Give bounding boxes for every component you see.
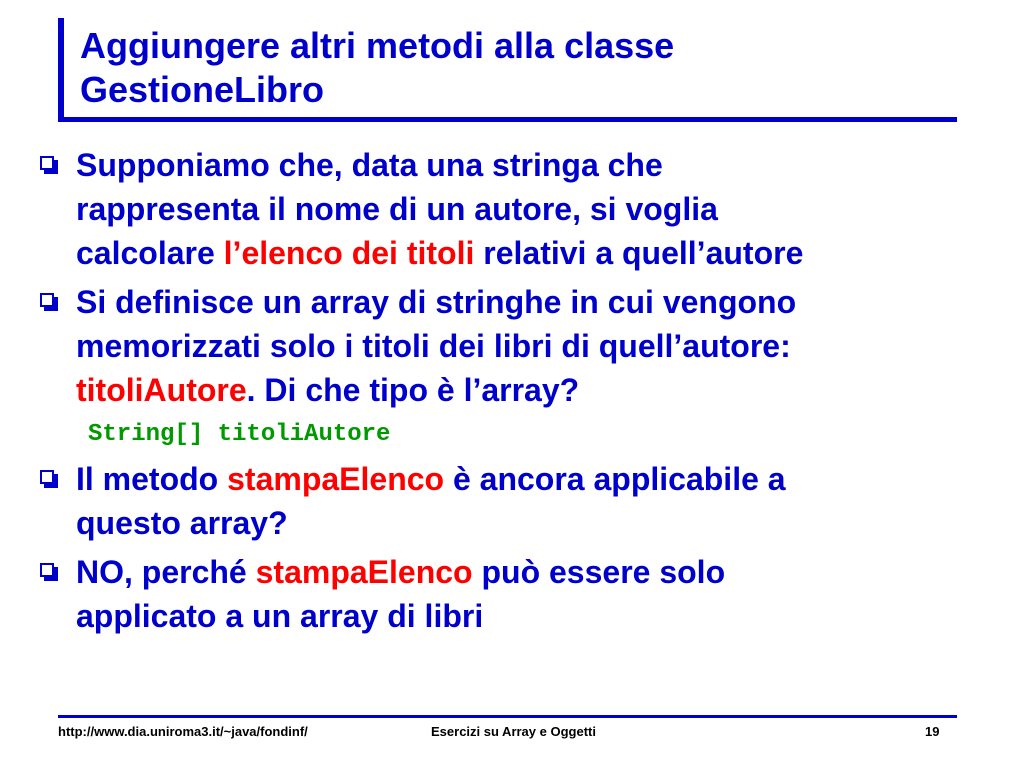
bullet-1-text-end: relativi a quell’autore: [474, 235, 804, 271]
page-number: 19: [925, 724, 940, 739]
bullet-1-line-3: [76, 231, 1000, 275]
title-accent-bar: [58, 18, 64, 122]
bullet-2-line-2: memorizzati solo i titoli dei libri di quell’autore:: [76, 328, 791, 364]
bullet-4: [40, 550, 1000, 638]
slide-title: [80, 24, 940, 112]
checkbox-bullet-icon: [40, 563, 58, 581]
checkbox-bullet-icon: [40, 293, 58, 311]
bullet-1-line-1: Supponiamo che, data una stringa che: [76, 147, 663, 183]
bullet-3-text: Il metodo: [76, 461, 228, 497]
bullet-3: [40, 457, 1000, 545]
bullet-3-text-end: è ancora applicabile a: [444, 461, 786, 497]
footer-url: http://www.dia.uniroma3.it/~java/fondinf/: [58, 724, 308, 739]
bullet-2-text-end: . Di che tipo è l’array?: [246, 372, 580, 408]
highlight-text: stampaElenco: [255, 554, 473, 590]
bullet-1-line-2: rappresenta il nome di un autore, si voglia: [76, 191, 718, 227]
title-line-1: Aggiungere altri metodi alla classe: [80, 25, 675, 66]
bullet-2: [40, 280, 1000, 412]
title-underline: [58, 117, 957, 122]
slide-body: [40, 143, 1000, 643]
footer-title: Esercizi su Array e Oggetti: [431, 724, 596, 739]
bullet-4-text: NO, perché: [76, 554, 256, 590]
bullet-2-line-1: Si definisce un array di stringhe in cui vengono: [76, 284, 797, 320]
bullet-4-text-end: può essere solo: [472, 554, 726, 590]
checkbox-bullet-icon: [40, 156, 58, 174]
bullet-3-line-2: questo array?: [76, 505, 288, 541]
checkbox-bullet-icon: [40, 470, 58, 488]
bullet-3-line-1: [76, 457, 1000, 501]
bullet-2-line-3: [76, 368, 1000, 412]
highlight-text: stampaElenco: [227, 461, 445, 497]
highlight-text: l’elenco dei titoli: [223, 235, 475, 271]
bullet-1-text: calcolare: [76, 235, 224, 271]
bullet-1: [40, 143, 1000, 275]
code-snippet: String[] titoliAutore: [88, 421, 391, 448]
highlight-text: titoliAutore: [76, 372, 247, 408]
bullet-4-line-1: [76, 550, 1000, 594]
bullet-4-line-2: applicato a un array di libri: [76, 598, 484, 634]
footer-rule: [58, 715, 957, 718]
title-line-2: GestioneLibro: [80, 69, 325, 110]
